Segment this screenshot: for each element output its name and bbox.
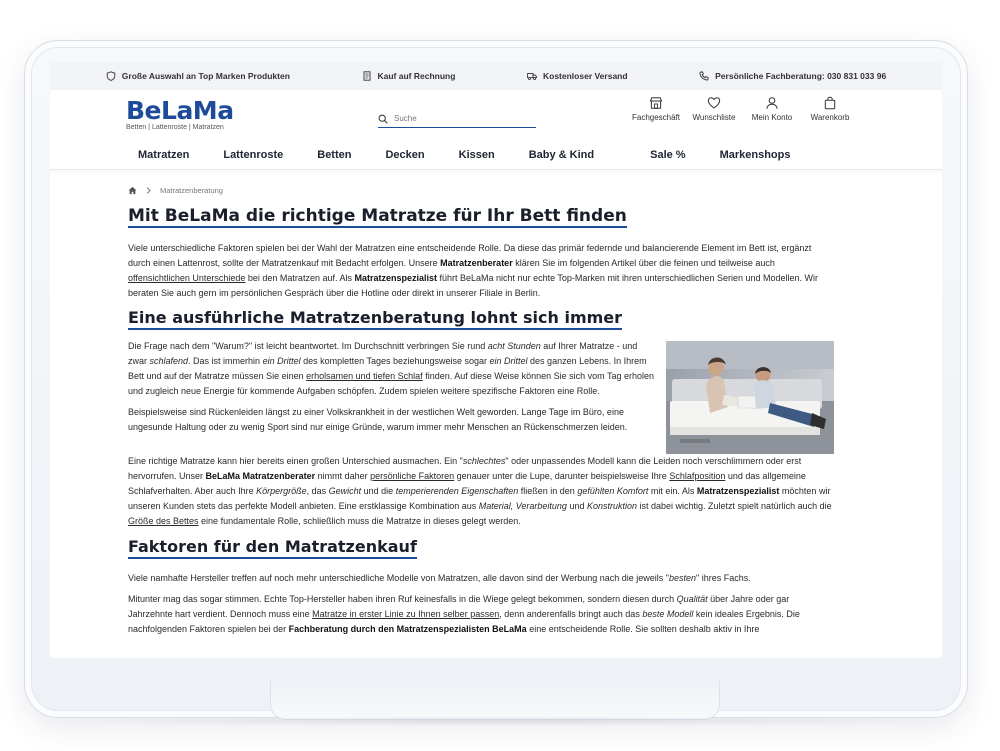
- paragraph-hersteller: Viele namhafte Hersteller treffen auf noch mehr unterschiedliche Modelle von Matratzen, alle davon sind der Werbung nach die jeweils "besten" ihres Fachs.: [128, 573, 751, 583]
- tablet-stand: [270, 680, 720, 720]
- paragraph-richtige-matratze: Eine richtige Matratze kann hier bereits einen großen Unterschied ausmachen. Ein "schlechtes" oder unpassendes Modell kann die Leiden noch verschlimmern oder erst hervorrufen. Unser BeLaMa Matratzenberater nimmt daher persönliche Faktoren genauer unter die Lupe, darunter beispielsweise Ihre Schlafposition und das allgemeine Schlafverhalten. Aber auch Ihre Körpergröße, das Gewicht und die temperierenden Eigenschaften fließen in den gefühlten Komfort mit ein. Als Matratzenspezialist möchten wir unseren Kunden stets das perfekte Modell anbieten. Eine erstklassige Kombination aus Material, Verarbeitung und Konstruktion ist dabei wichtig. Zuletzt spielt natürlich auch die Größe des Bettes eine fundamentale Rolle, schließlich muss die Matratze in dieses gelegt werden.: [128, 456, 832, 526]
- breadcrumb-current: Matratzenberatung: [160, 185, 223, 195]
- link-erholsamer-schlaf[interactable]: erholsamen und tiefen Schlaf: [306, 371, 423, 381]
- breadcrumb: [128, 184, 834, 196]
- main-navigation: [50, 140, 942, 170]
- link-groesse-des-bettes[interactable]: Größe des Bettes: [128, 516, 199, 526]
- section-heading-beratung: Eine ausführliche Matratzenberatung lohnt sich immer: [128, 308, 622, 330]
- shield-icon: [106, 71, 116, 81]
- user-icon: [765, 96, 779, 110]
- shopping-bag-icon: [823, 96, 837, 110]
- chevron-right-icon: [144, 186, 153, 195]
- invoice-icon: [362, 71, 372, 81]
- article-content: [50, 170, 942, 637]
- browser-viewport: [50, 62, 942, 658]
- nav-betten[interactable]: Betten: [317, 148, 352, 161]
- page-title: Mit BeLaMa die richtige Matratze für Ihr Bett finden: [128, 206, 627, 226]
- logo-tagline: Betten | Lattenroste | Matratzen: [126, 124, 224, 131]
- truck-icon: [527, 71, 537, 81]
- header-actions: [632, 96, 854, 122]
- nav-markenshops[interactable]: Markenshops: [719, 148, 791, 161]
- usp-invoice: Kauf auf Rechnung: [362, 71, 456, 81]
- cart-button[interactable]: Warenkorb: [806, 96, 854, 122]
- link-offensichtliche-unterschiede[interactable]: offensichtlichen Unterschiede: [128, 273, 246, 283]
- link-persoenliche-faktoren[interactable]: persönliche Faktoren: [370, 471, 455, 481]
- belama-logo[interactable]: [126, 98, 234, 131]
- paragraph-top-hersteller: Mitunter mag das sogar stimmen. Echte Top-Hersteller haben ihren Ruf keinesfalls in die Wiege gelegt bekommen, sondern diesen durch Qualität über Jahre oder gar Jahrzehnte hart verdient. Dennoch muss eine Matratze in erster Linie zu Ihnen selber passen, denn anderenfalls bringt auch das beste Modell kein ideales Ergebnis. Die nachfolgenden Faktoren spielen bei der Fachberatung durch den Matratzenspezialisten BeLaMa eine entscheidende Rolle. Sie sollten deshalb aktiv in Ihre: [128, 594, 800, 634]
- phone-icon: [699, 71, 709, 81]
- tablet-shadow: [40, 716, 960, 726]
- section-heading-faktoren: Faktoren für den Matratzenkauf: [128, 537, 417, 559]
- usp-shipping: Kostenloser Versand: [527, 71, 628, 81]
- nav-sale[interactable]: Sale %: [650, 148, 686, 161]
- search-icon[interactable]: [378, 114, 388, 124]
- couple-on-mattress-photo: [666, 341, 834, 454]
- home-icon[interactable]: [128, 186, 137, 195]
- nav-baby-kind[interactable]: Baby & Kind: [528, 148, 595, 161]
- search-input[interactable]: [394, 114, 524, 123]
- logo-wordmark: BeLaMa: [126, 96, 234, 125]
- nav-matratzen[interactable]: Matratzen: [138, 148, 190, 161]
- usp-brands: Große Auswahl an Top Marken Produkten: [106, 71, 290, 81]
- intro-paragraph: Viele unterschiedliche Faktoren spielen bei der Wahl der Matratzen eine entscheidende Rolle. Da diese das primär federnde und balancierende Element im Bett ist, ergänzt durch einen Lattenrost, sollte der Matratzenkauf mit Bedacht erfolgen. Unsere Matratzenberater klären Sie im folgenden Artikel über die feinen und teilweise auch offensichtlichen Unterschiede bei den Matratzen auf. Als Matratzenspezialist führt BeLaMa nicht nur echte Top-Marken mit ihren unterschiedlichen Serien und Modellen. Wir beraten Sie auch gern im persönlichen Gespräch über die Hotline oder direkt in unserer Filiale in Berlin.: [128, 243, 819, 298]
- usp-hotline[interactable]: Persönliche Fachberatung: 030 831 033 96: [699, 71, 886, 81]
- wishlist-button[interactable]: Wunschliste: [690, 96, 738, 122]
- store-button[interactable]: Fachgeschäft: [632, 96, 680, 122]
- nav-lattenroste[interactable]: Lattenroste: [223, 148, 284, 161]
- nav-kissen[interactable]: Kissen: [458, 148, 495, 161]
- site-header: [50, 90, 942, 140]
- store-icon: [649, 96, 663, 110]
- link-schlafposition[interactable]: Schlafposition: [669, 471, 726, 481]
- nav-decken[interactable]: Decken: [385, 148, 425, 161]
- paragraph-rueckenleiden: Beispielsweise sind Rückenleiden längst zu einer Volkskrankheit in der westlichen Welt geworden. Lange Tage im Büro, eine ungesunde Haltung oder zu wenig Sport sind nur einige Gründe, warum immer mehr Menschen an Rückenschmerzen leiden.: [128, 407, 628, 432]
- heart-icon: [707, 96, 721, 110]
- paragraph-warum: Die Frage nach dem "Warum?" ist leicht beantwortet. Im Durchschnitt verbringen Sie rund acht Stunden auf Ihrer Matratze - und zwar schlafend. Das ist immerhin ein Drittel des kompletten Tages beziehungsweise sogar ein Drittel des ganzen Lebens. In Ihrem Bett und auf der Matratze müssen Sie einen erholsamen und tiefen Schlaf finden. Auf diese Weise können Sie sich vom Tag erholen und zugleich neue Energie für kommende Aufgaben schöpfen. Zudem spielen weitere spezifische Faktoren eine Rolle.: [128, 341, 654, 396]
- usp-bar: [50, 62, 942, 90]
- search-bar[interactable]: [378, 110, 536, 128]
- link-matratze-passen[interactable]: Matratze in erster Linie zu Ihnen selber passen: [312, 609, 500, 619]
- account-button[interactable]: Mein Konto: [748, 96, 796, 122]
